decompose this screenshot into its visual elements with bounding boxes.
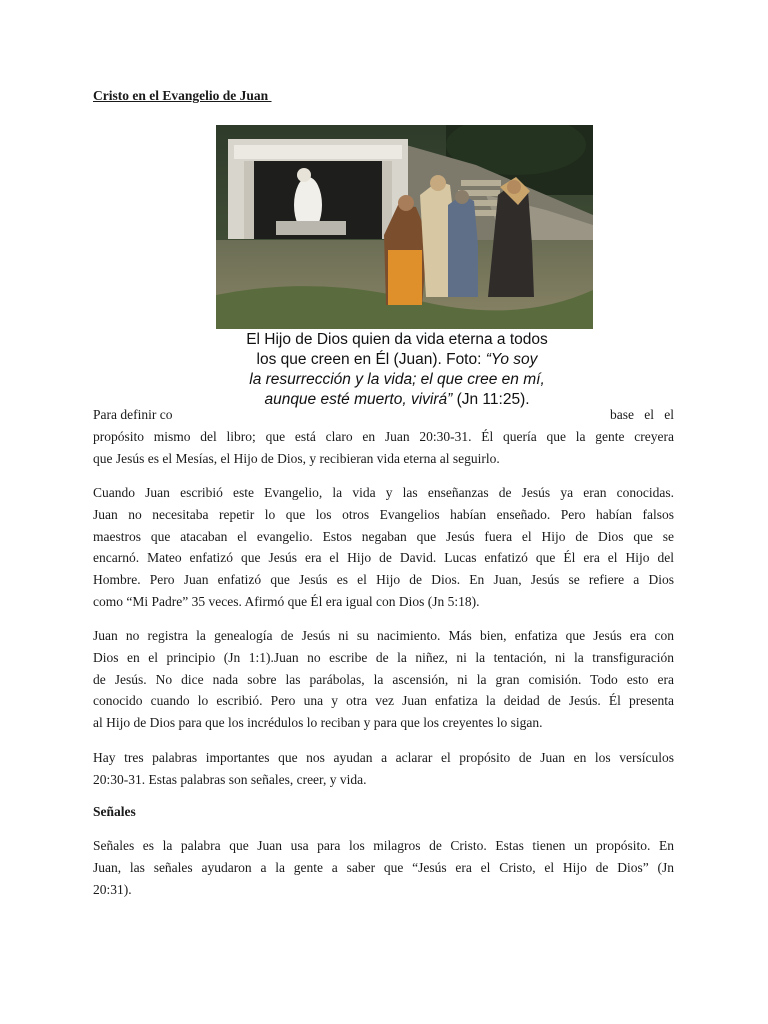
paragraph-line: Dios en el principio (Jn 1:1).Juan no escribe de la niñez, ni la tentación, ni la transfiguración xyxy=(93,649,674,665)
paragraph-line: Cuando Juan escribió este Evangelio, la vida y las enseñanzas de Jesús ya eran conocidas. xyxy=(93,485,674,500)
paragraph-line: propósito mismo del libro; que está claro en Juan 20:30-31. Él quería que la gente creyera xyxy=(93,429,674,444)
photo-empty-tomb xyxy=(216,125,593,329)
paragraph-line: Hay tres palabras importantes que nos ayudan a aclarar el propósito de Juan en los versículos xyxy=(93,750,674,765)
paragraph-line: de Jesús. No dice nada sobre las parábolas, la ascensión, ni la gran comisión. Todo esto era xyxy=(93,671,674,687)
caption-quote-start: “Yo soy xyxy=(485,351,538,368)
paragraph-1 xyxy=(93,426,674,470)
paragraph-3 xyxy=(93,625,674,734)
paragraph-1-start: Para definir co xyxy=(93,407,173,422)
paragraph-line: que Jesús es el Mesías, el Hijo de Dios, y recibieran vida eterna al seguirlo. xyxy=(93,450,500,466)
paragraph-2 xyxy=(93,482,674,613)
caption-line-4 xyxy=(187,390,607,410)
caption-line-3: la resurrección y la vida; el que cree en mí, xyxy=(249,371,545,388)
section-heading-senales: Señales xyxy=(93,804,136,819)
paragraph-line: 20:30-31. Estas palabras son señales, creer, y vida. xyxy=(93,771,367,787)
paragraph-line: Señales es la palabra que Juan usa para los milagros de Cristo. Estas tienen un propósito. En xyxy=(93,838,674,853)
caption-line-1: El Hijo de Dios quien da vida eterna a todos xyxy=(246,331,548,348)
paragraph-line: Juan no necesitaba repetir lo que los otros Evangelios habían enseñado. Pero habían falsos xyxy=(93,506,674,522)
paragraph-5 xyxy=(93,835,674,900)
paragraph-line: Juan no registra la genealogía de Jesús ni su nacimiento. Más bien, enfatiza que Jesús era con xyxy=(93,628,674,643)
paragraph-line: maestros que atacaban el evangelio. Estos negaban que Jesús fuera el Hijo de Dios que se xyxy=(93,528,674,544)
paragraph-line: encarnó. Mateo enfatizó que Jesús era el Hijo de David. Lucas enfatizó que Él era el Hijo del xyxy=(93,550,674,566)
paragraph-1-line1-end: base el el xyxy=(610,407,674,422)
caption-reference: (Jn 11:25). xyxy=(452,391,530,408)
paragraph-line: Hombre. Pero Juan enfatizó que Jesús es el Hijo de Dios. En Juan, Jesús se refiere a Dios xyxy=(93,572,674,588)
paragraph-line: Juan, las señales ayudaron a la gente a saber que “Jesús era el Cristo, el Hijo de Dios” (Jn xyxy=(93,859,674,875)
caption-line-2 xyxy=(187,350,607,370)
figure xyxy=(187,120,607,412)
paragraph-line: conocido cuando lo escribió. Pero una y otra vez Juan enfatiza la deidad de Jesús. Él presenta xyxy=(93,693,674,709)
caption-line-2-text: los que creen en Él (Juan). Foto: xyxy=(256,351,486,368)
document-title: Cristo en el Evangelio de Juan xyxy=(93,88,272,103)
figure-caption xyxy=(187,330,607,410)
paragraph-line: como “Mi Padre” 35 veces. Afirmó que Él era igual con Dios (Jn 5:18). xyxy=(93,593,480,609)
paragraph-4 xyxy=(93,747,674,791)
paragraph-line: al Hijo de Dios para que los incrédulos lo reciban y para que los creyentes lo sigan. xyxy=(93,715,543,731)
paragraph-line: 20:31). xyxy=(93,881,132,897)
caption-quote-end: aunque esté muerto, vivirá” xyxy=(264,391,453,408)
